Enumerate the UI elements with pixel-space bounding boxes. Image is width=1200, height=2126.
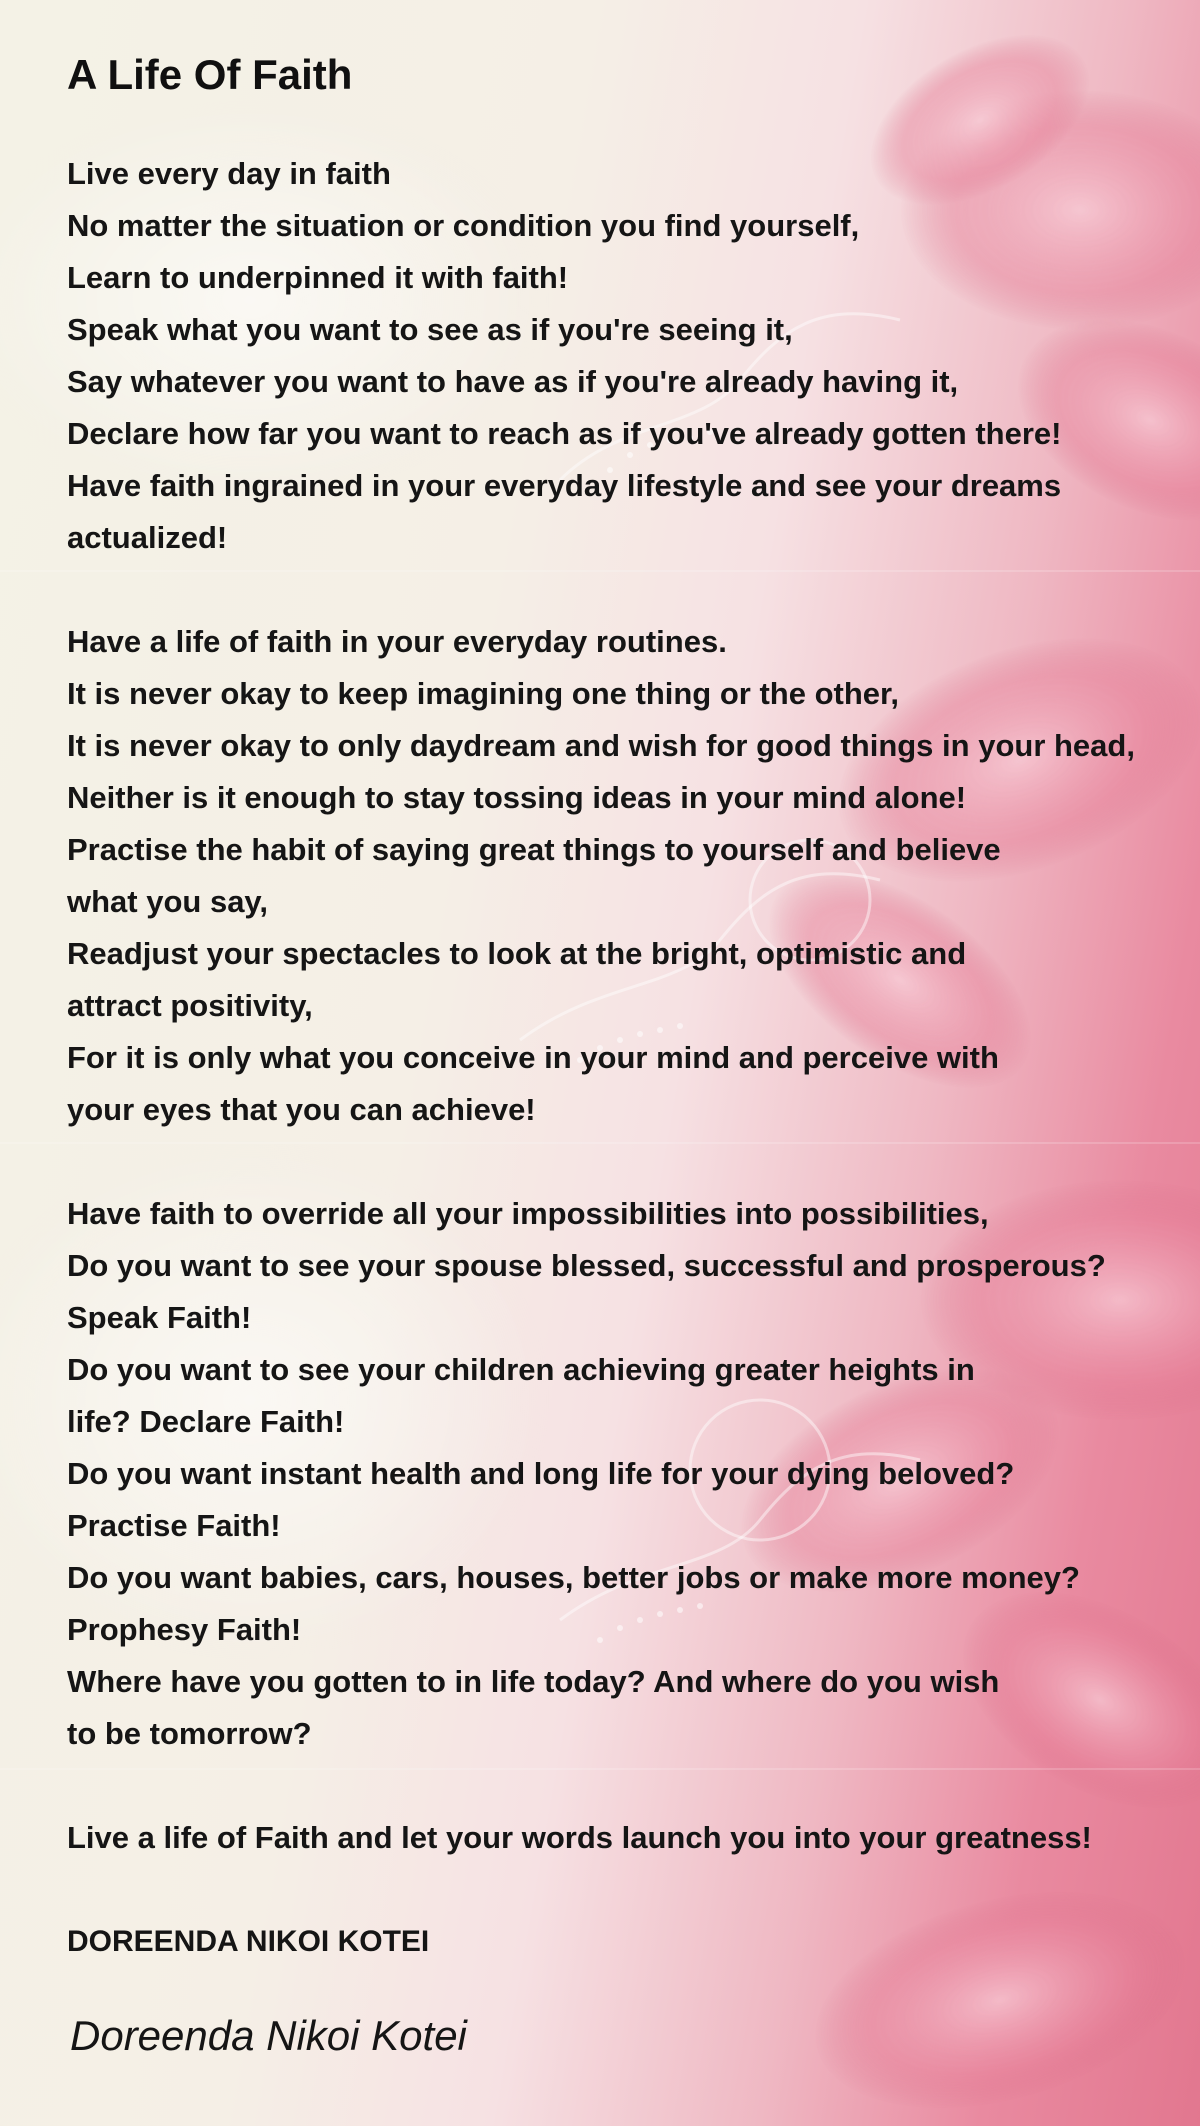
poem-line: Do you want to see your children achieving greater heights in bbox=[67, 1352, 975, 1387]
poem-line: Do you want babies, cars, houses, better jobs or make more money? bbox=[67, 1560, 1080, 1595]
poem-line: Speak what you want to see as if you're seeing it, bbox=[67, 312, 793, 347]
poem-line: Do you want to see your spouse blessed, successful and prosperous? bbox=[67, 1248, 1106, 1283]
poem-line: actualized! bbox=[67, 520, 228, 555]
poem-stanza-4 bbox=[67, 1812, 1187, 1864]
poem-line: to be tomorrow? bbox=[67, 1716, 312, 1751]
poem-line: Speak Faith! bbox=[67, 1300, 252, 1335]
poem-title: A Life Of Faith bbox=[67, 51, 353, 98]
poem-line: Readjust your spectacles to look at the bright, optimistic and bbox=[67, 936, 967, 971]
poem-line: Say whatever you want to have as if you're already having it, bbox=[67, 364, 959, 399]
poem-line: Declare how far you want to reach as if you've already gotten there! bbox=[67, 416, 1062, 451]
poem-line: Have faith to override all your impossibilities into possibilities, bbox=[67, 1196, 989, 1231]
poem-line: Live every day in faith bbox=[67, 156, 391, 191]
poem-line: your eyes that you can achieve! bbox=[67, 1092, 536, 1127]
poem-line: Practise the habit of saying great things to yourself and believe bbox=[67, 832, 1001, 867]
poem-stanza-2 bbox=[67, 616, 1187, 1136]
poem-line: Do you want instant health and long life for your dying beloved? bbox=[67, 1456, 1015, 1491]
poem-line: No matter the situation or condition you find yourself, bbox=[67, 208, 860, 243]
poem-line: It is never okay to keep imagining one thing or the other, bbox=[67, 676, 899, 711]
poem-line: Have a life of faith in your everyday routines. bbox=[67, 624, 727, 659]
author-name: DOREENDA NIKOI KOTEI bbox=[67, 1925, 430, 1958]
poem-line: For it is only what you conceive in your mind and perceive with bbox=[67, 1040, 999, 1075]
poem-line: It is never okay to only daydream and wish for good things in your head, bbox=[67, 728, 1135, 763]
poem-line: Neither is it enough to stay tossing ideas in your mind alone! bbox=[67, 780, 967, 815]
poem-line: Prophesy Faith! bbox=[67, 1612, 302, 1647]
poem-line: Learn to underpinned it with faith! bbox=[67, 260, 569, 295]
poem-line: Where have you gotten to in life today? And where do you wish bbox=[67, 1664, 1000, 1699]
poem-line: Have faith ingrained in your everyday lifestyle and see your dreams bbox=[67, 468, 1062, 503]
poem-line: what you say, bbox=[67, 884, 268, 919]
poem-line: Practise Faith! bbox=[67, 1508, 281, 1543]
poem-content bbox=[67, 50, 1187, 2062]
author-signature: Doreenda Nikoi Kotei bbox=[70, 2012, 467, 2059]
poem-line: attract positivity, bbox=[67, 988, 313, 1023]
poem-line: life? Declare Faith! bbox=[67, 1404, 345, 1439]
poem-stanza-3 bbox=[67, 1188, 1187, 1760]
poem-line: Live a life of Faith and let your words launch you into your greatness! bbox=[67, 1820, 1092, 1855]
poem-stanza-1 bbox=[67, 148, 1187, 564]
